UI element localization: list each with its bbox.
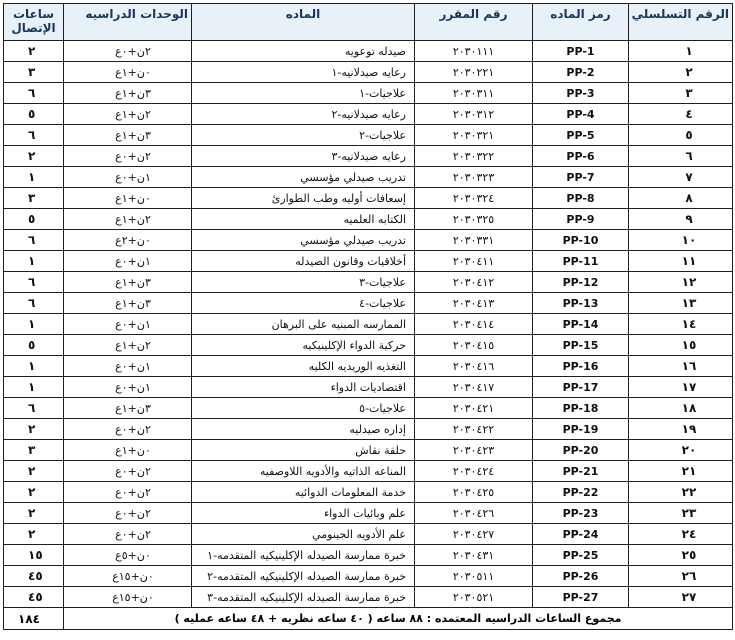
row-study-units: ٢ن+٠ع bbox=[64, 41, 192, 62]
row-study-units: ٢ن+١ع bbox=[64, 104, 192, 125]
row-serial-number: ٣ bbox=[629, 83, 733, 104]
row-subject-code: PP-17 bbox=[533, 377, 629, 398]
row-subject-code: PP-9 bbox=[533, 209, 629, 230]
row-serial-number: ٢٠ bbox=[629, 440, 733, 461]
row-study-units: ١ن+٠ع bbox=[64, 356, 192, 377]
row-course-number: ٢٠٣٠٥٢١ bbox=[415, 587, 533, 608]
row-contact-hours: ٣ bbox=[4, 188, 64, 209]
row-contact-hours: ٦ bbox=[4, 125, 64, 146]
row-course-number: ٢٠٣٠٤٣١ bbox=[415, 545, 533, 566]
header-subject: الماده bbox=[192, 4, 415, 41]
header-subject-code: رمز الماده bbox=[533, 4, 629, 41]
row-subject-name: الممارسه المبنيه على البرهان bbox=[192, 314, 415, 335]
row-course-number: ٢٠٣٠٤١٧ bbox=[415, 377, 533, 398]
header-serial-number: الرقم التسلسلي bbox=[629, 4, 733, 41]
row-subject-name: رعايه صيدلانيه-٣ bbox=[192, 146, 415, 167]
row-contact-hours: ٣ bbox=[4, 62, 64, 83]
table-row bbox=[4, 524, 733, 545]
row-study-units: ١ن+٠ع bbox=[64, 251, 192, 272]
row-serial-number: ١٣ bbox=[629, 293, 733, 314]
table-row bbox=[4, 41, 733, 62]
row-study-units: ١ن+٠ع bbox=[64, 314, 192, 335]
row-course-number: ٢٠٣٠٤١٣ bbox=[415, 293, 533, 314]
row-subject-name: تدريب صيدلي مؤسسي bbox=[192, 230, 415, 251]
row-subject-name: علاجيات-٣ bbox=[192, 272, 415, 293]
courses-table-container bbox=[3, 3, 732, 630]
row-course-number: ٢٠٣٠٤١٦ bbox=[415, 356, 533, 377]
row-serial-number: ١١ bbox=[629, 251, 733, 272]
row-serial-number: ٥ bbox=[629, 125, 733, 146]
row-contact-hours: ١ bbox=[4, 167, 64, 188]
row-subject-code: PP-21 bbox=[533, 461, 629, 482]
row-subject-name: خدمة المعلومات الدوائيه bbox=[192, 482, 415, 503]
row-subject-code: PP-8 bbox=[533, 188, 629, 209]
row-course-number: ٢٠٣٠٤٢٤ bbox=[415, 461, 533, 482]
row-contact-hours: ٦ bbox=[4, 230, 64, 251]
row-subject-code: PP-27 bbox=[533, 587, 629, 608]
row-course-number: ٢٠٣٠٣٢٢ bbox=[415, 146, 533, 167]
table-row bbox=[4, 356, 733, 377]
row-contact-hours: ٥ bbox=[4, 104, 64, 125]
row-study-units: ٠ن+١ع bbox=[64, 188, 192, 209]
row-course-number: ٢٠٣٠٤٢٦ bbox=[415, 503, 533, 524]
row-subject-code: PP-13 bbox=[533, 293, 629, 314]
row-subject-code: PP-18 bbox=[533, 398, 629, 419]
table-row bbox=[4, 125, 733, 146]
credit-hours-summary: مجموع الساعات الدراسيه المعتمده : ٨٨ ساعه ( ٤٠ ساعه نظريه + ٤٨ ساعه عمليه ) bbox=[64, 608, 733, 630]
row-subject-code: PP-12 bbox=[533, 272, 629, 293]
row-subject-name: تدريب صيدلي مؤسسي bbox=[192, 167, 415, 188]
row-contact-hours: ٢ bbox=[4, 461, 64, 482]
row-contact-hours: ٣ bbox=[4, 440, 64, 461]
row-study-units: ٢ن+٠ع bbox=[64, 482, 192, 503]
row-serial-number: ٦ bbox=[629, 146, 733, 167]
table-row bbox=[4, 377, 733, 398]
row-subject-name: التغذيه الوريديه الكليه bbox=[192, 356, 415, 377]
row-course-number: ٢٠٣٠٣١١ bbox=[415, 83, 533, 104]
row-course-number: ٢٠٣٠٣١٢ bbox=[415, 104, 533, 125]
row-contact-hours: ١ bbox=[4, 251, 64, 272]
row-course-number: ٢٠٣٠٥١١ bbox=[415, 566, 533, 587]
table-row bbox=[4, 419, 733, 440]
row-serial-number: ٢٦ bbox=[629, 566, 733, 587]
table-row bbox=[4, 272, 733, 293]
header-course-number: رقم المقرر bbox=[415, 4, 533, 41]
row-subject-name: إسعافات أوليه وطب الطوارئ bbox=[192, 188, 415, 209]
total-contact-hours: ١٨٤ bbox=[4, 608, 64, 630]
row-subject-code: PP-4 bbox=[533, 104, 629, 125]
row-contact-hours: ١ bbox=[4, 356, 64, 377]
row-contact-hours: ٦ bbox=[4, 272, 64, 293]
row-course-number: ٢٠٣٠٢٢١ bbox=[415, 62, 533, 83]
row-subject-name: رعايه صيدلانيه-٢ bbox=[192, 104, 415, 125]
row-subject-name: علم الأدويه الجينومي bbox=[192, 524, 415, 545]
row-serial-number: ٢٧ bbox=[629, 587, 733, 608]
row-course-number: ٢٠٣٠٤٢٢ bbox=[415, 419, 533, 440]
row-contact-hours: ١٥ bbox=[4, 545, 64, 566]
row-course-number: ٢٠٣٠٤٢١ bbox=[415, 398, 533, 419]
row-serial-number: ١٤ bbox=[629, 314, 733, 335]
row-course-number: ٢٠٣٠١١١ bbox=[415, 41, 533, 62]
row-contact-hours: ٦ bbox=[4, 83, 64, 104]
row-course-number: ٢٠٣٠٤٢٣ bbox=[415, 440, 533, 461]
table-row bbox=[4, 251, 733, 272]
row-contact-hours: ٢ bbox=[4, 482, 64, 503]
row-study-units: ٠ن+١٥ع bbox=[64, 566, 192, 587]
row-course-number: ٢٠٣٠٤١٥ bbox=[415, 335, 533, 356]
table-row bbox=[4, 146, 733, 167]
table-row bbox=[4, 440, 733, 461]
table-header-row bbox=[4, 4, 733, 41]
row-serial-number: ١٠ bbox=[629, 230, 733, 251]
row-subject-name: حلقة نقاش bbox=[192, 440, 415, 461]
row-subject-code: PP-11 bbox=[533, 251, 629, 272]
row-serial-number: ١ bbox=[629, 41, 733, 62]
row-subject-code: PP-22 bbox=[533, 482, 629, 503]
row-study-units: ١ن+٠ع bbox=[64, 167, 192, 188]
table-row bbox=[4, 503, 733, 524]
row-subject-code: PP-10 bbox=[533, 230, 629, 251]
row-subject-code: PP-3 bbox=[533, 83, 629, 104]
row-subject-code: PP-19 bbox=[533, 419, 629, 440]
row-course-number: ٢٠٣٠٤١١ bbox=[415, 251, 533, 272]
row-subject-name: علاجيات-٤ bbox=[192, 293, 415, 314]
row-subject-code: PP-1 bbox=[533, 41, 629, 62]
row-subject-code: PP-20 bbox=[533, 440, 629, 461]
row-contact-hours: ٥ bbox=[4, 335, 64, 356]
row-contact-hours: ٢ bbox=[4, 146, 64, 167]
row-study-units: ٣ن+١ع bbox=[64, 293, 192, 314]
row-study-units: ٢ن+٠ع bbox=[64, 461, 192, 482]
row-subject-code: PP-24 bbox=[533, 524, 629, 545]
row-subject-name: خبرة ممارسة الصيدله الإكلينيكيه المتقدمه-٣ bbox=[192, 587, 415, 608]
row-subject-name: حركية الدواء الإكلينيكيه bbox=[192, 335, 415, 356]
row-subject-name: علم وبائيات الدواء bbox=[192, 503, 415, 524]
row-contact-hours: ٤٥ bbox=[4, 566, 64, 587]
row-serial-number: ٢٥ bbox=[629, 545, 733, 566]
row-subject-code: PP-7 bbox=[533, 167, 629, 188]
row-course-number: ٢٠٣٠٤٢٥ bbox=[415, 482, 533, 503]
table-row bbox=[4, 209, 733, 230]
table-row bbox=[4, 566, 733, 587]
row-serial-number: ٢١ bbox=[629, 461, 733, 482]
row-serial-number: ١٥ bbox=[629, 335, 733, 356]
row-study-units: ٠ن+١ع bbox=[64, 440, 192, 461]
row-subject-code: PP-26 bbox=[533, 566, 629, 587]
row-serial-number: ٢٤ bbox=[629, 524, 733, 545]
row-subject-name: الكتابه العلميه bbox=[192, 209, 415, 230]
row-serial-number: ٢ bbox=[629, 62, 733, 83]
row-study-units: ٢ن+٠ع bbox=[64, 524, 192, 545]
table-row bbox=[4, 230, 733, 251]
row-contact-hours: ٦ bbox=[4, 398, 64, 419]
row-subject-code: PP-16 bbox=[533, 356, 629, 377]
row-study-units: ١ن+٠ع bbox=[64, 377, 192, 398]
table-row bbox=[4, 545, 733, 566]
row-serial-number: ١٩ bbox=[629, 419, 733, 440]
table-row bbox=[4, 335, 733, 356]
row-study-units: ٣ن+١ع bbox=[64, 272, 192, 293]
row-study-units: ٢ن+١ع bbox=[64, 209, 192, 230]
table-body bbox=[4, 41, 733, 608]
row-subject-code: PP-5 bbox=[533, 125, 629, 146]
row-study-units: ٠ن+١٥ع bbox=[64, 587, 192, 608]
row-subject-name: رعايه صيدلانيه-١ bbox=[192, 62, 415, 83]
row-contact-hours: ٢ bbox=[4, 524, 64, 545]
row-contact-hours: ٢ bbox=[4, 41, 64, 62]
table-row bbox=[4, 482, 733, 503]
row-subject-name: إداره صيدليه bbox=[192, 419, 415, 440]
table-footer-row bbox=[4, 608, 733, 630]
row-serial-number: ١٨ bbox=[629, 398, 733, 419]
row-course-number: ٢٠٣٠٤٢٧ bbox=[415, 524, 533, 545]
row-serial-number: ٤ bbox=[629, 104, 733, 125]
table-row bbox=[4, 587, 733, 608]
row-study-units: ٢ن+٠ع bbox=[64, 503, 192, 524]
row-study-units: ٢ن+٠ع bbox=[64, 146, 192, 167]
row-subject-name: أخلاقيات وقانون الصيدله bbox=[192, 251, 415, 272]
row-subject-name: علاجيات-١ bbox=[192, 83, 415, 104]
table-row bbox=[4, 83, 733, 104]
row-contact-hours: ٦ bbox=[4, 293, 64, 314]
row-subject-name: المناعه الذاتيه والأدويه اللاوصفيه bbox=[192, 461, 415, 482]
row-serial-number: ٨ bbox=[629, 188, 733, 209]
row-course-number: ٢٠٣٠٣٢١ bbox=[415, 125, 533, 146]
row-subject-code: PP-14 bbox=[533, 314, 629, 335]
table-row bbox=[4, 188, 733, 209]
row-course-number: ٢٠٣٠٤١٢ bbox=[415, 272, 533, 293]
row-contact-hours: ٢ bbox=[4, 503, 64, 524]
courses-table bbox=[3, 3, 733, 630]
header-study-units: الوحدات الدراسيه bbox=[64, 4, 192, 41]
row-study-units: ٢ن+١ع bbox=[64, 335, 192, 356]
row-serial-number: ١٦ bbox=[629, 356, 733, 377]
row-course-number: ٢٠٣٠٣٢٣ bbox=[415, 167, 533, 188]
row-subject-code: PP-6 bbox=[533, 146, 629, 167]
table-row bbox=[4, 314, 733, 335]
row-serial-number: ٢٢ bbox=[629, 482, 733, 503]
row-study-units: ٣ن+١ع bbox=[64, 83, 192, 104]
row-subject-name: علاجيات-٥ bbox=[192, 398, 415, 419]
row-serial-number: ٢٣ bbox=[629, 503, 733, 524]
row-serial-number: ٧ bbox=[629, 167, 733, 188]
row-subject-code: PP-25 bbox=[533, 545, 629, 566]
row-contact-hours: ٥ bbox=[4, 209, 64, 230]
row-contact-hours: ٢ bbox=[4, 419, 64, 440]
row-serial-number: ١٧ bbox=[629, 377, 733, 398]
row-subject-name: اقتصاديات الدواء bbox=[192, 377, 415, 398]
table-row bbox=[4, 461, 733, 482]
row-subject-name: خبرة ممارسة الصيدله الإكلينيكيه المتقدمه-١ bbox=[192, 545, 415, 566]
row-serial-number: ٩ bbox=[629, 209, 733, 230]
header-contact-hours: ساعات الإتصال bbox=[4, 4, 64, 41]
row-study-units: ٣ن+١ع bbox=[64, 398, 192, 419]
row-contact-hours: ١ bbox=[4, 314, 64, 335]
row-course-number: ٢٠٣٠٤١٤ bbox=[415, 314, 533, 335]
row-subject-name: علاجيات-٢ bbox=[192, 125, 415, 146]
row-study-units: ٢ن+٠ع bbox=[64, 419, 192, 440]
row-study-units: ٠ن+٢ع bbox=[64, 230, 192, 251]
row-contact-hours: ١ bbox=[4, 377, 64, 398]
table-row bbox=[4, 104, 733, 125]
row-course-number: ٢٠٣٠٣٢٤ bbox=[415, 188, 533, 209]
row-subject-code: PP-15 bbox=[533, 335, 629, 356]
row-study-units: ٣ن+١ع bbox=[64, 125, 192, 146]
row-subject-code: PP-23 bbox=[533, 503, 629, 524]
row-study-units: ٠ن+١ع bbox=[64, 62, 192, 83]
row-course-number: ٢٠٣٠٣٣١ bbox=[415, 230, 533, 251]
row-contact-hours: ٤٥ bbox=[4, 587, 64, 608]
table-row bbox=[4, 293, 733, 314]
row-subject-name: خبرة ممارسة الصيدله الإكلينيكيه المتقدمه-٢ bbox=[192, 566, 415, 587]
table-row bbox=[4, 398, 733, 419]
row-study-units: ٠ن+٥ع bbox=[64, 545, 192, 566]
row-subject-name: صيدله توعويه bbox=[192, 41, 415, 62]
table-row bbox=[4, 62, 733, 83]
row-course-number: ٢٠٣٠٣٢٥ bbox=[415, 209, 533, 230]
row-subject-code: PP-2 bbox=[533, 62, 629, 83]
row-serial-number: ١٢ bbox=[629, 272, 733, 293]
table-row bbox=[4, 167, 733, 188]
